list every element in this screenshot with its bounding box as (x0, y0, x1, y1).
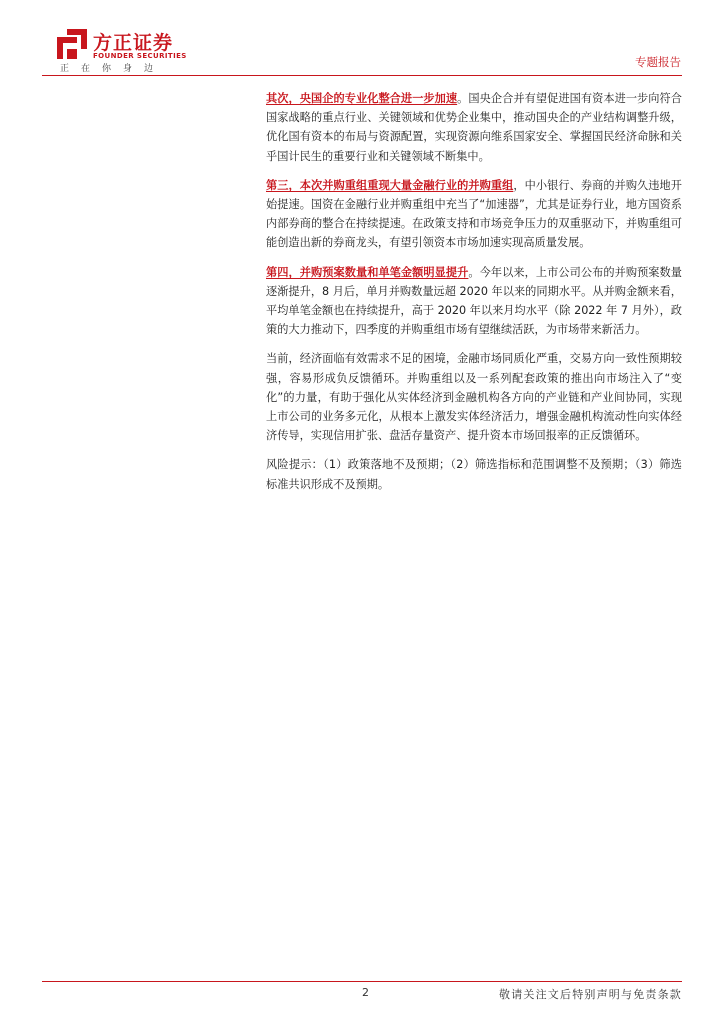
paragraph-outlook (266, 349, 682, 445)
report-body (266, 89, 682, 504)
brand-name-cn: 方正证券 (93, 32, 174, 54)
paragraph-text: 。国央企合并有望促进国有资本进一步向符合国家战略的重点行业、关键领域和优势企业集中，推动国央企的产业结构调整升级，优化国有资本的布局与资源配置，实现资源向维系国家安全、掌握国民经济命脉和关乎国计民生的重要行业和关键领域不断集中。 (266, 92, 682, 163)
founder-logo-icon (57, 29, 87, 59)
paragraph-lead: 第三，本次并购重组重现大量金融行业的并购重组 (266, 178, 514, 192)
paragraph-text: ，中小银行、券商的并购久违地开始提速。国资在金融行业并购重组中充当了“加速器”，尤其是证券行业，地方国资系内部券商的整合在持续提速。在政策支持和市场竞争压力的双重驱动下，并购重组可能创造出新的券商龙头，有望引领资本市场加速实现高质量发展。 (266, 178, 682, 250)
paragraph-financial-mergers (266, 176, 682, 253)
paragraph-consolidation (266, 89, 682, 166)
paragraph-text: 风险提示：（1）政策落地不及预期；（2）筛选指标和范围调整不及预期；（3）筛选标准共识形成不及预期。 (266, 458, 682, 491)
report-type-label: 专题报告 (635, 55, 681, 69)
paragraph-text: 。今年以来，上市公司公布的并购预案数量逐渐提升，8 月后，单月并购数量远超 2020 年以来的同期水平。从并购金额来看，平均单笔金额也在持续提升，高于 2020 年以来月均水平（除 2022 年 7 月外），政策的大力推动下，四季度的并购重组市场有望继续活跃，为市场带来新活力。 (266, 265, 682, 337)
paragraph-deal-volume (266, 263, 682, 340)
footer-divider (42, 981, 682, 982)
header-divider (42, 75, 682, 76)
paragraph-risk-warning (266, 455, 682, 493)
paragraph-lead: 第四，并购预案数量和单笔金额明显提升 (266, 265, 469, 279)
page-number: 2 (362, 986, 369, 999)
brand-slogan: 正在你身边 (60, 64, 166, 74)
footer-disclaimer: 敬请关注文后特别声明与免责条款 (499, 988, 682, 1001)
brand-name-en: FOUNDER SECURITIES (93, 52, 187, 60)
paragraph-text: 当前，经济面临有效需求不足的困境，金融市场同质化严重，交易方向一致性预期较强，容易形成负反馈循环。并购重组以及一系列配套政策的推出向市场注入了“变化”的力量，有助于强化从实体经济到金融机构各方向的产业链和产业间协同，实现上市公司的业务多元化，从根本上激发实体经济活力，增强金融机构流动性向实体经济传导，实现信用扩张、盘活存量资产、提升资本市场回报率的正反馈循环。 (266, 352, 682, 443)
paragraph-lead: 其次，央国企的专业化整合进一步加速 (266, 92, 458, 105)
